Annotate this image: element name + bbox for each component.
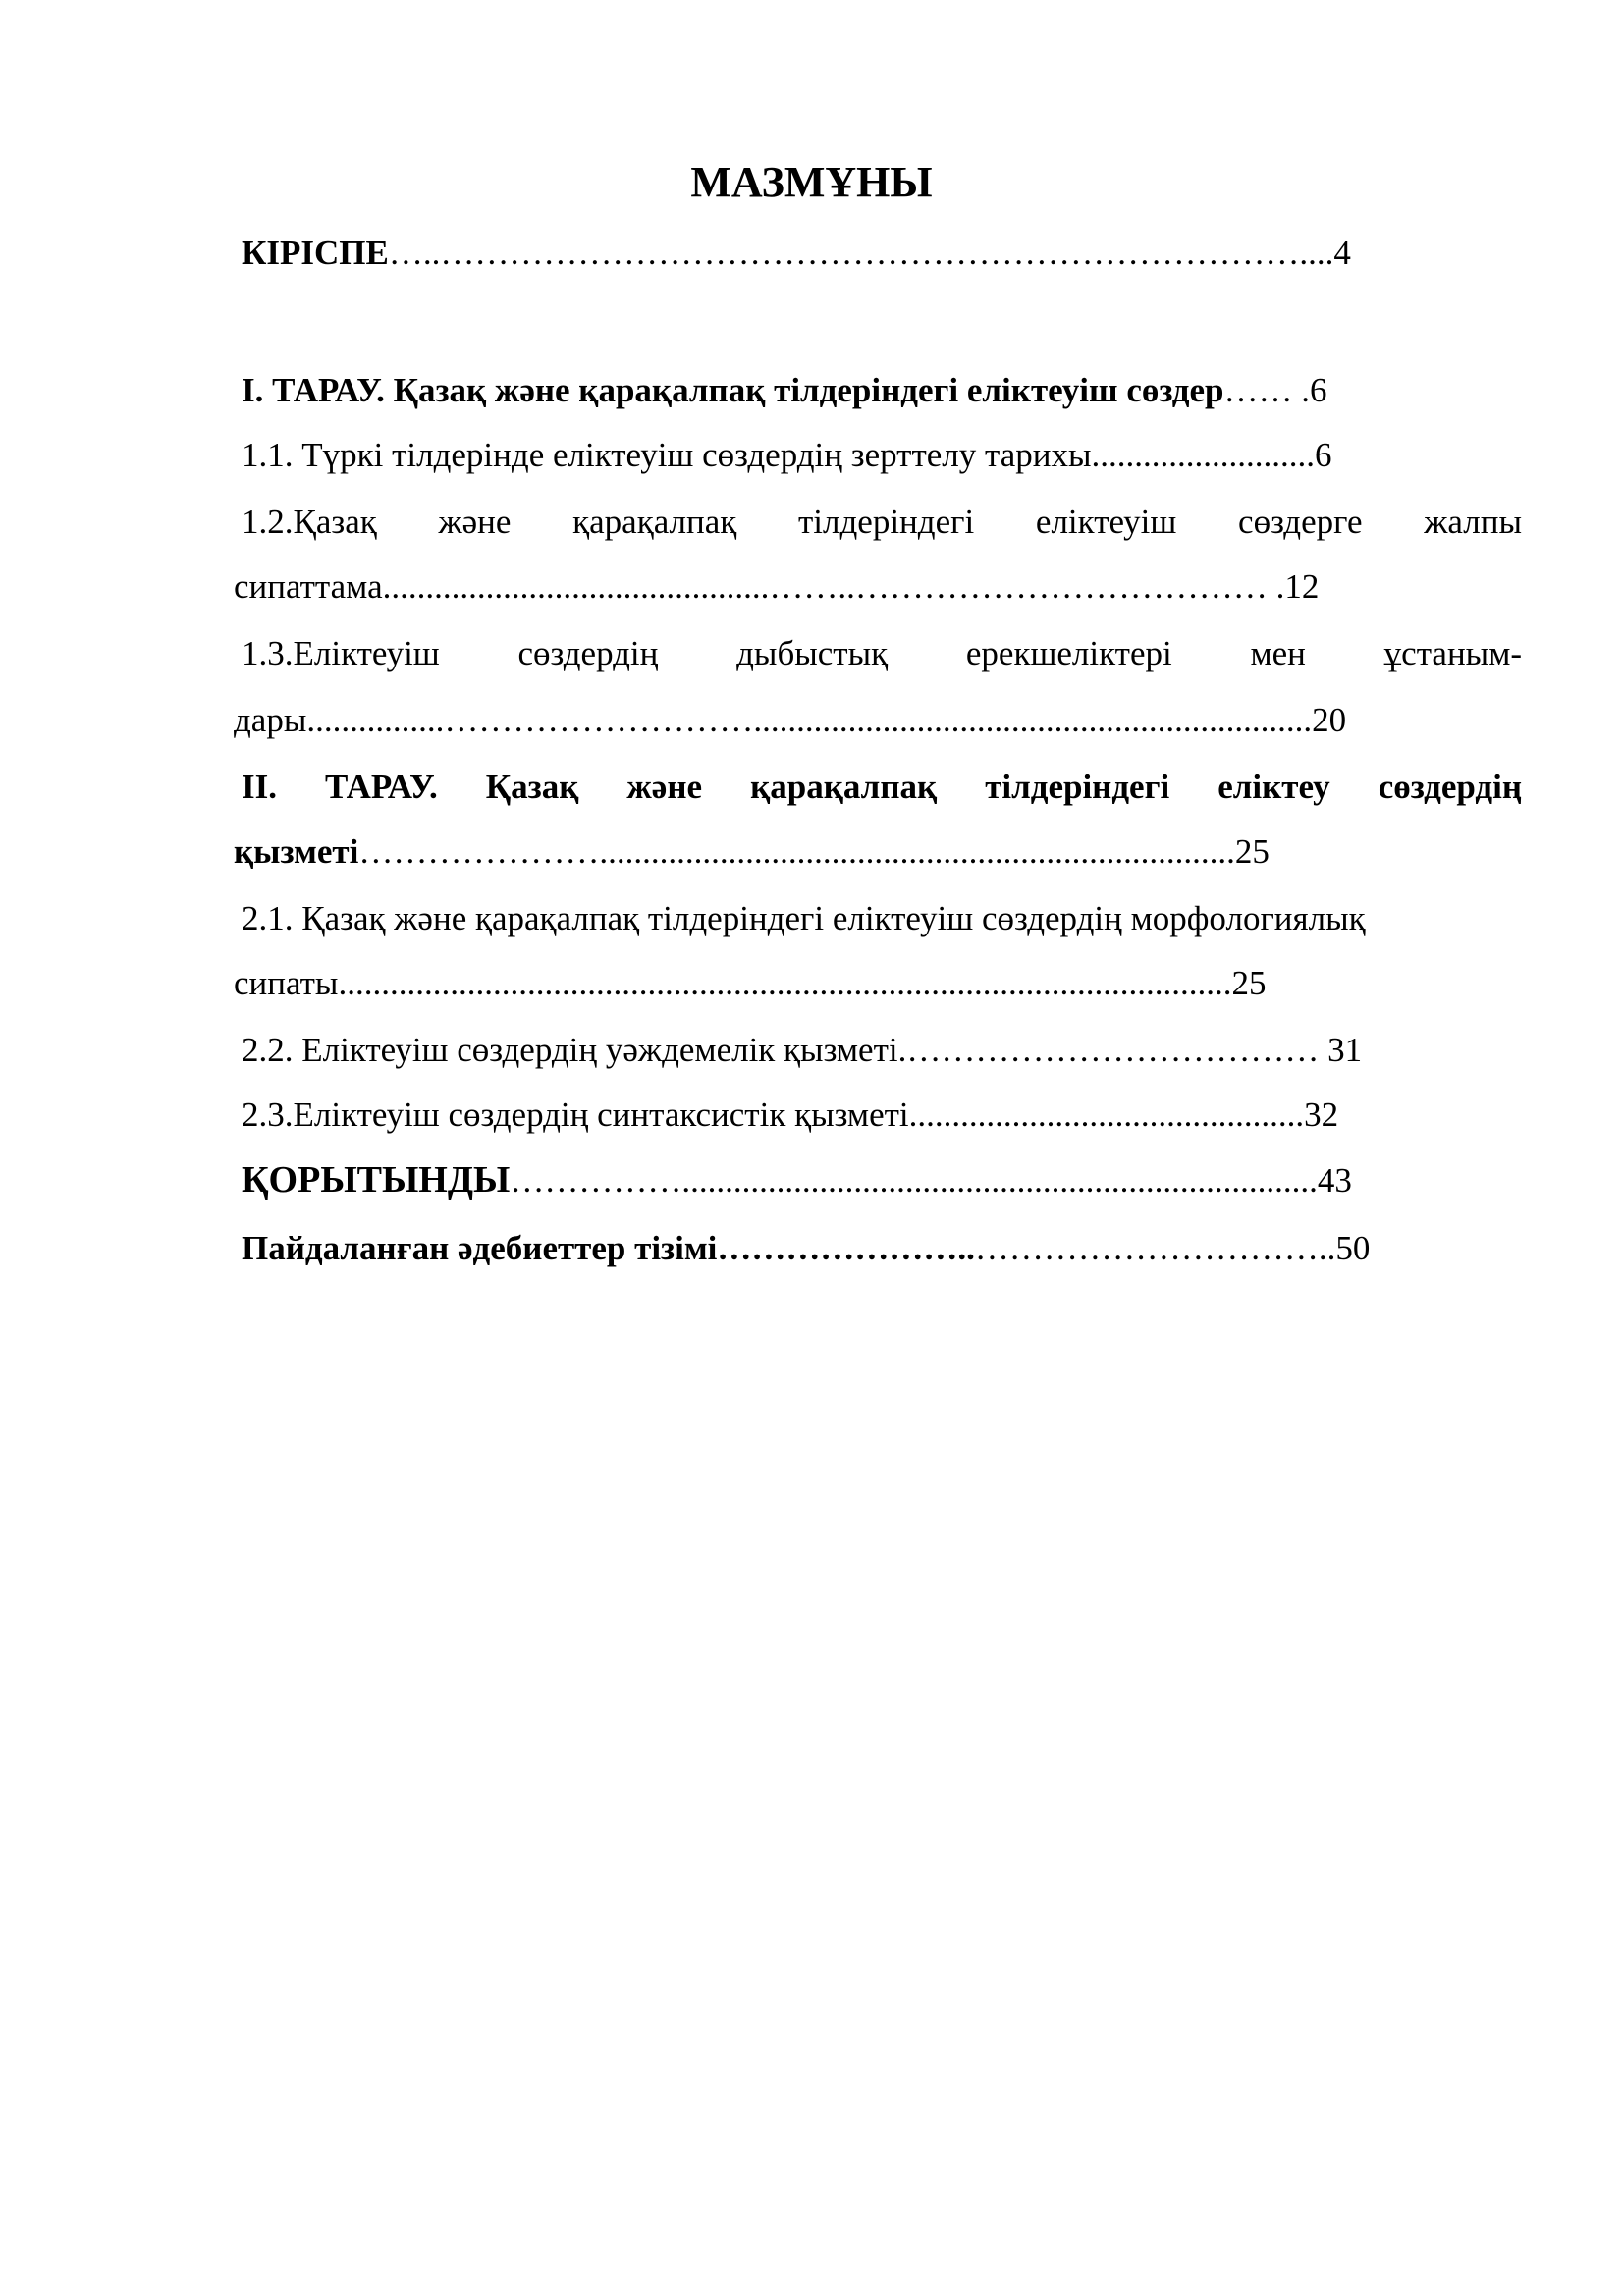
toc-page-number: 6	[1310, 371, 1327, 409]
toc-word: сөздерге	[1238, 503, 1363, 541]
toc-leader: ………………………………	[906, 1031, 1328, 1069]
toc-word: тілдеріндегі	[798, 503, 975, 541]
toc-entry-label: сипаттама	[234, 567, 383, 606]
toc-entry-chapter-1	[242, 369, 1327, 412]
toc-word: Қазақ	[485, 768, 579, 806]
toc-word: және	[626, 768, 703, 806]
toc-word: сөздердің	[517, 634, 659, 672]
toc-page-number: 6	[1315, 436, 1332, 474]
toc-entry-section-1-3	[242, 632, 1522, 675]
toc-leader: .............................................……..……………………………… .	[382, 567, 1285, 606]
toc-entry-label: 2.1. Қазақ және қарақалпақ тілдеріндегі еліктеуіш сөздердің морфологиялық	[242, 899, 1366, 937]
toc-entry-label: қызметі	[234, 832, 359, 871]
toc-title: МАЗМҰНЫ	[690, 158, 933, 206]
toc-entry-section-1-2-cont	[234, 565, 1319, 609]
toc-entry-section-2-1	[242, 897, 1366, 940]
toc-leader: ……………..........................................................................	[510, 1161, 1318, 1200]
toc-page-number: 32	[1304, 1095, 1339, 1134]
toc-entry-section-1-3-cont	[234, 699, 1346, 742]
toc-leader: …..…………………………………………………………………....	[388, 234, 1334, 272]
toc-entry-chapter-2-cont	[234, 830, 1270, 874]
toc-page-number: 4	[1333, 234, 1351, 272]
toc-leader: …………………..........................................................................	[358, 832, 1235, 871]
toc-word: сөздердің	[1378, 768, 1522, 806]
toc-word: тілдеріндегі	[985, 768, 1170, 806]
toc-word: ұстаным-	[1383, 634, 1522, 672]
toc-entry-label: 2.3.Еліктеуіш сөздердің синтаксистік қызметі	[242, 1095, 909, 1134]
toc-word: қарақалпақ	[750, 768, 938, 806]
toc-word: мен	[1250, 634, 1306, 672]
toc-entry-section-1-2	[242, 501, 1522, 544]
toc-entry-section-2-1-cont	[234, 962, 1266, 1005]
toc-entry-chapter-2	[242, 766, 1522, 809]
toc-entry-label: 1.1. Түркі тілдерінде еліктеуіш сөздердің зерттелу тарихы	[242, 436, 1092, 474]
toc-entry-label: КІРІСПЕ	[242, 234, 389, 272]
toc-entry-label: І. ТАРАУ. Қазақ және қарақалпақ тілдеріндегі еліктеуіш сөздер	[242, 371, 1224, 409]
toc-page-number: 43	[1317, 1161, 1352, 1200]
toc-leader: ........................................................................................................	[338, 964, 1232, 1002]
toc-word: ТАРАУ.	[325, 768, 438, 806]
toc-word: жалпы	[1424, 503, 1522, 541]
toc-leader: ..............................................	[908, 1095, 1305, 1134]
toc-leader: …………………………..	[974, 1229, 1336, 1267]
toc-page-number: 20	[1312, 701, 1347, 739]
toc-entry-section-1-1	[242, 434, 1332, 477]
toc-entry-references	[242, 1227, 1370, 1270]
toc-entry-label: 2.2. Еліктеуіш сөздердің уәждемелік қызметі.	[242, 1031, 907, 1069]
toc-word: және	[438, 503, 512, 541]
toc-entry-conclusion	[242, 1158, 1352, 1202]
toc-leader: …… .	[1223, 371, 1310, 409]
toc-entry-intro	[242, 232, 1351, 275]
toc-word: 1.2.Қазақ	[242, 503, 377, 541]
toc-entry-section-2-2	[242, 1029, 1362, 1072]
toc-page-number: 25	[1231, 964, 1267, 1002]
toc-word: еліктеуіш	[1035, 503, 1177, 541]
toc-page-number: 25	[1234, 832, 1270, 871]
toc-entry-label: Пайдаланған әдебиеттер тізімі	[242, 1229, 718, 1267]
toc-word: қарақалпақ	[572, 503, 737, 541]
toc-page-number: 31	[1327, 1031, 1363, 1069]
toc-leader: …………………..	[717, 1229, 975, 1267]
toc-entry-label: сипаты	[234, 964, 339, 1002]
toc-word: еліктеу	[1217, 768, 1330, 806]
toc-word: ерекшеліктері	[965, 634, 1172, 672]
toc-entry-label: ҚОРЫТЫНДЫ	[242, 1159, 511, 1201]
toc-word: 1.3.Еліктеуіш	[242, 634, 440, 672]
toc-leader: ................……………………….................................................................	[306, 701, 1313, 739]
toc-leader: ..........................	[1091, 436, 1315, 474]
toc-entry-section-2-3	[242, 1094, 1338, 1137]
toc-entry-label: дары	[234, 701, 307, 739]
toc-page-number: 50	[1335, 1229, 1371, 1267]
toc-word: дыбыстық	[736, 634, 889, 672]
toc-word: ІІ.	[242, 768, 277, 806]
toc-page-number: 12	[1284, 567, 1320, 606]
